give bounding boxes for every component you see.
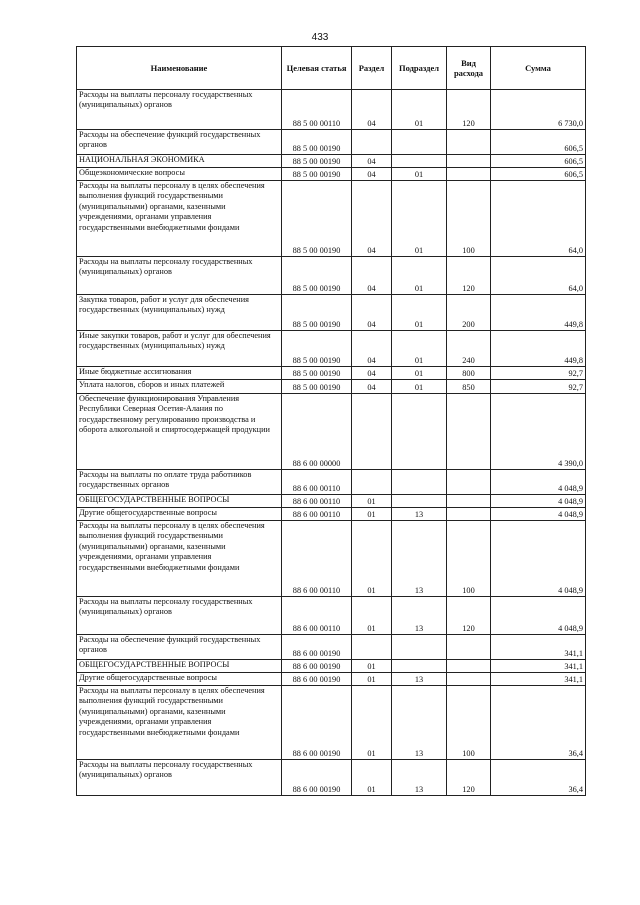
header-subsection: Подраздел [392,47,447,90]
row-name: Другие общегосударственные вопросы [77,673,282,686]
row-section: 01 [352,521,392,597]
row-expense-type [447,635,491,660]
row-subsection [392,635,447,660]
row-target-article: 88 6 00 00190 [282,660,352,673]
table-row [77,155,586,168]
table-row [77,257,586,295]
row-section [352,130,392,155]
row-subsection [392,155,447,168]
row-expense-type [447,508,491,521]
row-expense-type: 850 [447,380,491,394]
row-target-article: 88 5 00 00190 [282,130,352,155]
row-name: ОБЩЕГОСУДАРСТВЕННЫЕ ВОПРОСЫ [77,660,282,673]
row-name: Расходы на выплаты персоналу в целях обеспечения выполнения функций государственными (муниципальными) органами, казенными учреждениями, органами управления государственными внебюджетными фондами [77,181,282,257]
row-sum: 4 048,9 [491,470,586,495]
row-expense-type [447,168,491,181]
table-body [77,90,586,796]
row-section: 04 [352,155,392,168]
row-name: ОБЩЕГОСУДАРСТВЕННЫЕ ВОПРОСЫ [77,495,282,508]
row-target-article: 88 5 00 00190 [282,257,352,295]
row-section: 04 [352,331,392,367]
header-sum: Сумма [491,47,586,90]
row-expense-type: 120 [447,90,491,130]
row-expense-type: 120 [447,257,491,295]
row-subsection: 01 [392,181,447,257]
row-name: Расходы на выплаты персоналу в целях обеспечения выполнения функций государственными (муниципальными) органами, казенными учреждениями, органами управления государственными внебюджетными фондами [77,686,282,760]
row-name: Расходы на выплаты персоналу в целях обеспечения выполнения функций государственными (муниципальными) органами, казенными учреждениями, органами управления государственными внебюджетными фондами [77,521,282,597]
row-sum: 4 048,9 [491,508,586,521]
row-section: 04 [352,181,392,257]
table-row [77,331,586,367]
table-row [77,181,586,257]
row-sum: 36,4 [491,760,586,796]
row-subsection [392,495,447,508]
row-subsection: 13 [392,508,447,521]
row-subsection: 01 [392,331,447,367]
table-row [77,495,586,508]
row-name: Расходы на выплаты персоналу государственных (муниципальных) органов [77,597,282,635]
row-expense-type: 800 [447,367,491,380]
row-section [352,394,392,470]
row-expense-type: 120 [447,760,491,796]
row-target-article: 88 6 00 00110 [282,508,352,521]
row-target-article: 88 5 00 00190 [282,331,352,367]
row-sum: 4 048,9 [491,597,586,635]
row-name: Закупка товаров, работ и услуг для обеспечения государственных (муниципальных) нужд [77,295,282,331]
row-sum: 606,5 [491,130,586,155]
row-target-article: 88 5 00 00190 [282,380,352,394]
table-row [77,295,586,331]
row-name: Расходы на выплаты персоналу государственных (муниципальных) органов [77,90,282,130]
table-row [77,470,586,495]
row-expense-type: 240 [447,331,491,367]
row-section: 01 [352,686,392,760]
row-expense-type [447,155,491,168]
row-target-article: 88 5 00 00190 [282,295,352,331]
table-row [77,168,586,181]
row-target-article: 88 5 00 00190 [282,181,352,257]
row-section: 01 [352,597,392,635]
row-expense-type: 100 [447,686,491,760]
header-target-article: Целевая статья [282,47,352,90]
row-section: 01 [352,660,392,673]
row-target-article: 88 5 00 00190 [282,155,352,168]
header-section: Раздел [352,47,392,90]
table-row [77,367,586,380]
row-subsection: 13 [392,521,447,597]
row-subsection: 01 [392,367,447,380]
row-subsection: 13 [392,597,447,635]
row-name: НАЦИОНАЛЬНАЯ ЭКОНОМИКА [77,155,282,168]
row-sum: 6 730,0 [491,90,586,130]
row-subsection: 01 [392,90,447,130]
row-sum: 341,1 [491,673,586,686]
row-section: 04 [352,168,392,181]
row-target-article: 88 6 00 00110 [282,597,352,635]
row-sum: 606,5 [491,155,586,168]
row-sum: 341,1 [491,635,586,660]
row-subsection [392,394,447,470]
row-subsection [392,130,447,155]
row-expense-type [447,660,491,673]
row-subsection: 01 [392,380,447,394]
row-expense-type [447,130,491,155]
row-target-article: 88 6 00 00190 [282,635,352,660]
row-section: 04 [352,367,392,380]
row-target-article: 88 5 00 00190 [282,367,352,380]
page-number: 433 [311,32,329,43]
row-name: Расходы на выплаты по оплате труда работников государственных органов [77,470,282,495]
row-name: Общеэкономические вопросы [77,168,282,181]
row-section: 01 [352,495,392,508]
row-sum: 64,0 [491,181,586,257]
row-sum: 4 390,0 [491,394,586,470]
row-sum: 36,4 [491,686,586,760]
row-section: 04 [352,257,392,295]
row-name: Расходы на обеспечение функций государственных органов [77,635,282,660]
row-name: Расходы на обеспечение функций государственных органов [77,130,282,155]
row-expense-type: 120 [447,597,491,635]
header-expense-type: Вид расхода [447,47,491,90]
row-expense-type [447,394,491,470]
row-target-article: 88 6 00 00000 [282,394,352,470]
row-subsection: 13 [392,760,447,796]
row-name: Иные закупки товаров, работ и услуг для обеспечения государственных (муниципальных) нужд [77,331,282,367]
row-name: Расходы на выплаты персоналу государственных (муниципальных) органов [77,257,282,295]
row-target-article: 88 6 00 00110 [282,521,352,597]
header-name: Наименование [77,47,282,90]
budget-table [76,46,586,796]
row-target-article: 88 6 00 00110 [282,470,352,495]
table-row [77,597,586,635]
row-name: Иные бюджетные ассигнования [77,367,282,380]
table-row [77,90,586,130]
row-target-article: 88 6 00 00190 [282,673,352,686]
row-section [352,470,392,495]
table-row [77,673,586,686]
row-sum: 449,8 [491,331,586,367]
row-subsection: 13 [392,673,447,686]
row-expense-type [447,470,491,495]
table-row [77,760,586,796]
row-section: 04 [352,295,392,331]
table-row [77,521,586,597]
row-expense-type: 200 [447,295,491,331]
table-row [77,508,586,521]
table-row [77,394,586,470]
row-sum: 92,7 [491,367,586,380]
row-name: Расходы на выплаты персоналу государственных (муниципальных) органов [77,760,282,796]
table-header-row [77,47,586,90]
row-sum: 92,7 [491,380,586,394]
row-sum: 341,1 [491,660,586,673]
row-expense-type [447,673,491,686]
row-name: Обеспечение функционирования Управления Республики Северная Осетия-Алания по государственному регулированию производства и оборота алкогольной и спиртосодержащей продукции [77,394,282,470]
row-target-article: 88 6 00 00190 [282,686,352,760]
row-section: 01 [352,673,392,686]
row-sum: 4 048,9 [491,495,586,508]
row-target-article: 88 5 00 00110 [282,90,352,130]
row-expense-type: 100 [447,521,491,597]
row-subsection: 13 [392,686,447,760]
row-target-article: 88 5 00 00190 [282,168,352,181]
row-target-article: 88 6 00 00190 [282,760,352,796]
row-expense-type: 100 [447,181,491,257]
row-subsection: 01 [392,295,447,331]
table-row [77,660,586,673]
row-section: 04 [352,380,392,394]
row-name: Уплата налогов, сборов и иных платежей [77,380,282,394]
row-subsection: 01 [392,257,447,295]
row-subsection: 01 [392,168,447,181]
row-expense-type [447,495,491,508]
row-name: Другие общегосударственные вопросы [77,508,282,521]
row-section: 01 [352,508,392,521]
table-row [77,635,586,660]
row-sum: 606,5 [491,168,586,181]
row-subsection [392,470,447,495]
table-row [77,130,586,155]
row-sum: 449,8 [491,295,586,331]
row-section: 04 [352,90,392,130]
row-target-article: 88 6 00 00110 [282,495,352,508]
row-section: 01 [352,760,392,796]
row-sum: 64,0 [491,257,586,295]
row-sum: 4 048,9 [491,521,586,597]
row-subsection [392,660,447,673]
table-row [77,380,586,394]
table-row [77,686,586,760]
row-section [352,635,392,660]
